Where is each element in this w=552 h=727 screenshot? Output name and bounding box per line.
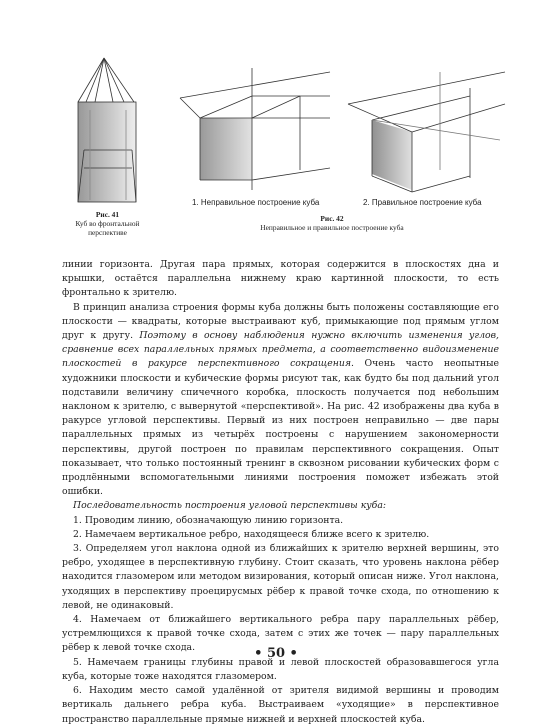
figure-41-caption-line1: Куб во фронтальной — [75, 219, 140, 228]
figure-41-label: Рис. 41 — [95, 210, 120, 219]
step-6: 6. Находим место самой удалённой от зрителя видимой вершины и проводим вертикаль дальнего ребра куба. Выстраиваем «уходящие» в перспективное пространство параллельные прямые нижней и верхней плоскостей куба. — [62, 685, 499, 725]
figure-41-caption — [70, 210, 145, 237]
figure-41-drawing — [78, 58, 136, 202]
page-number: • 50 • — [254, 646, 298, 661]
figure-42-correct-drawing — [348, 72, 505, 192]
paragraph-2 — [62, 301, 499, 500]
paragraph-2-c: Очень часто неопытные художники плоскости и кубические формы рисуют так, как будто бы под дальний угол подставили величину спичечного коробка, плоскость получается под небольшим наклоном к зрителю, с вывернутой «перспективой». На рис. 42 изображены два куба в ракурсе угловой перспективы. Первый из них построен неправильно — две пары параллельных прямых из четырёх построены с нарушением закономерности перспективы, другой построен по правилам перспективного сокращения. Опыт показывает, что только постоянный тренинг в сквозном рисовании кубических форм с продлёнными вспомогательными линиями построения поможет избежать этой ошибки. — [62, 358, 499, 498]
figure-41-caption-line2: перспективе — [88, 228, 127, 237]
figure-42-label: Рис. 42 — [320, 214, 344, 223]
step-5: 5. Намечаем границы глубины правой и левой плоскостей образовавшегося угла куба, которые тоже находятся глазомером. — [62, 656, 499, 682]
step-4: 4. Намечаем от ближайшего вертикального ребра пару параллельных рёбер, устремлющихся к правой точке схода, затем с этих же точек — пару параллельных рёбер к левой точке схода. — [62, 614, 499, 654]
step-1: 1. Проводим линию, обозначающую линию горизонта. — [73, 514, 344, 526]
sequence-heading — [62, 499, 499, 513]
figure-42-sub1: 1. Неправильное построение куба — [192, 198, 320, 207]
sequence-heading-text: Последовательность построения угловой перспективы куба: — [73, 500, 386, 512]
figure-42-sub2: 2. Правильное построение куба — [363, 198, 482, 207]
figure-42-caption-text: Неправильное и правильное построение куба — [260, 223, 404, 232]
paragraph-2-a: В принцип анализа строения формы куба должны быть положены составляющие его плоскости — квадраты, которые выстраивают куб, примыкающие под прямым углом друг к другу. — [62, 301, 499, 342]
paragraph-2-italic: Поэтому в основу наблюдения нужно включить изменения углов, сравнение всех параллельных прямых предмета, а соответственно видоизменение плоскостей в ракурсе перспективного сокращения. — [62, 330, 499, 370]
step-3: 3. Определяем угол наклона одной из ближайших к зрителю верхней вершины, это ребро, уходящее в перспективную глубину. Стоит сказать, что уровень наклона рёбер находится глазомером или методом визирования, который описан ниже. Угол наклона, уходящих в перспективу проецирусмых рёбер к правой точке схода, по отношению к левой, не одинаковый. — [62, 543, 499, 611]
step-2: 2. Намечаем вертикальное ребро, находящееся ближе всего к зрителю. — [73, 528, 430, 540]
paragraph-1: линии горизонта. Другая пара прямых, которая содержится в плоскостях дна и крышки, остаётся параллельна нижнему краю картинной плоскости, то есть фронтально к зрителю. — [62, 259, 499, 299]
figure-42-incorrect-drawing — [180, 68, 330, 190]
figure-42-caption — [232, 214, 432, 232]
